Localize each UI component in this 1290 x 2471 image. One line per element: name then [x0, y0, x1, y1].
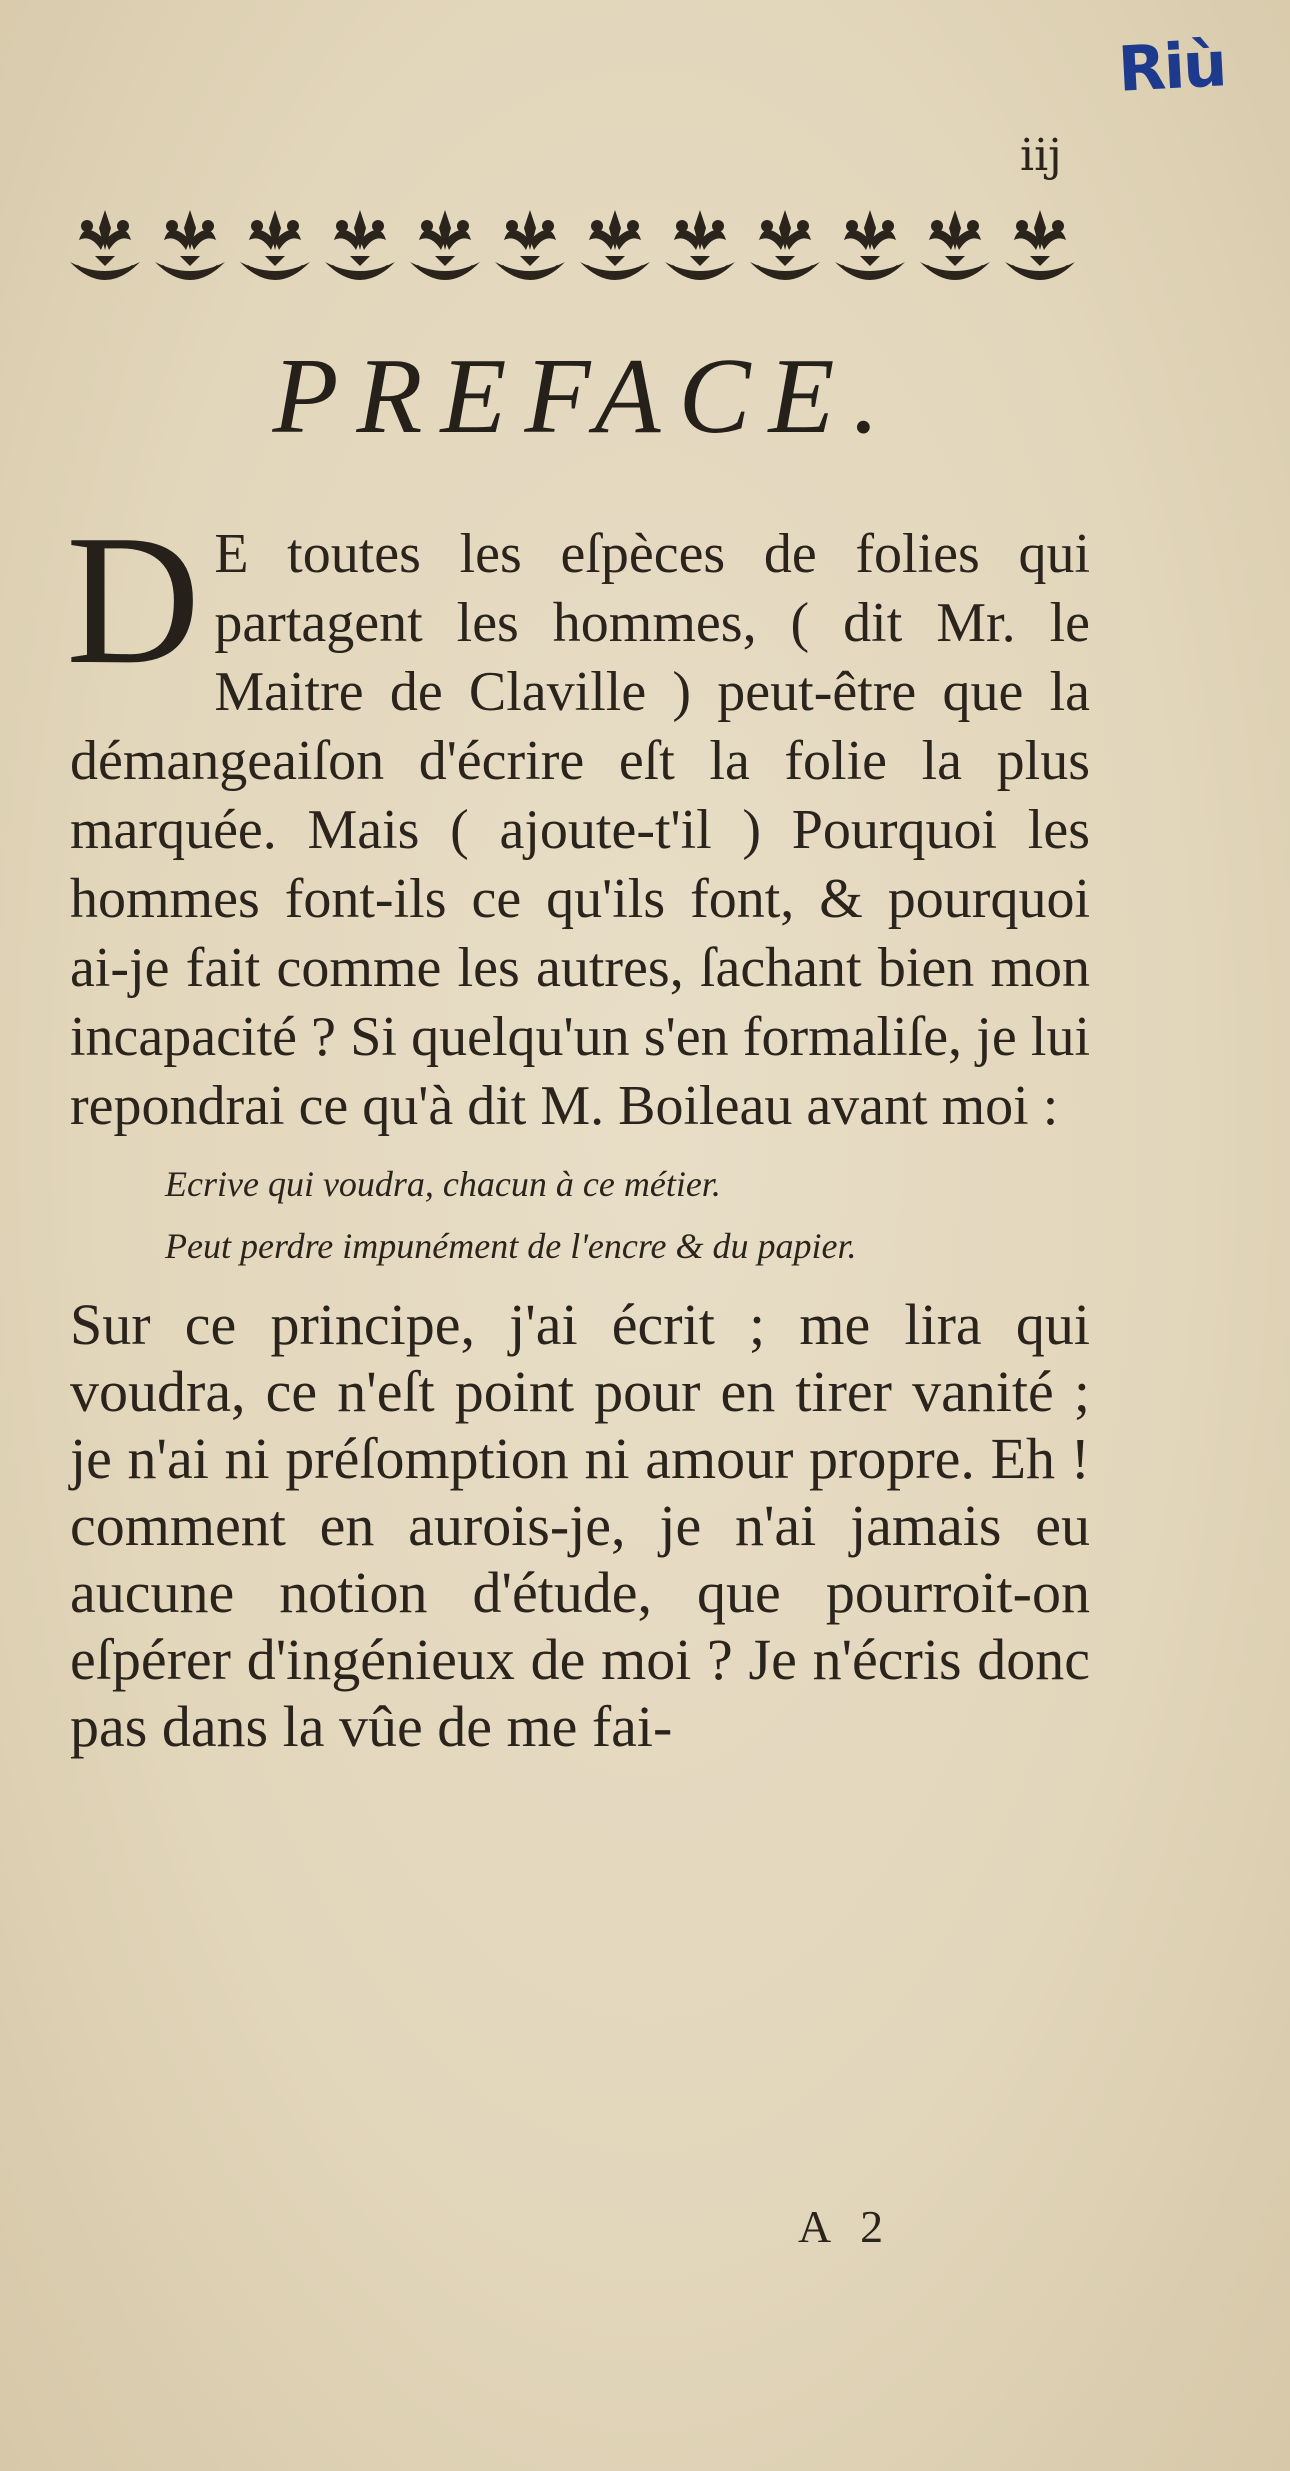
signature-mark: A 2: [798, 2201, 894, 2252]
fleuron-border-icon: [65, 200, 1095, 300]
paragraph-1: [66, 497, 1090, 1141]
verse-quote: [165, 1153, 1090, 1277]
page-number: iij: [1020, 130, 1062, 181]
verse-line-2: Peut perdre impunément de l'encre & du papier.: [165, 1226, 857, 1266]
drop-cap: D: [66, 497, 201, 703]
page-title: PREFACE.: [272, 337, 898, 456]
body-text: [66, 497, 1090, 1760]
library-stamp: Riù: [1116, 27, 1227, 106]
verse-line-1: Ecrive qui voudra, chacun à ce métier.: [165, 1164, 721, 1204]
paragraph-2: Sur ce principe, j'ai écrit ; me lira qui voudra, ce n'eſt point pour en tirer vanité ; je n'ai ni préſomption ni amour propre. Eh ! comment en aurois-je, je n'ai jamais eu aucune notion d'étude, que pourroit-on eſpérer d'ingénieux de moi ? Je n'écris donc pas dans la vûe de me fai-: [70, 1292, 1090, 1759]
paragraph-1-text: E toutes les eſpèces de folies qui partagent les hommes, ( dit Mr. le Maitre de Claville ) peut-être que la démangeaiſon d'écrire eſt la folie la plus marquée. Mais ( ajoute-t'il ) Pourquoi les hommes font-ils ce qu'ils font, & pourquoi ai-je fait comme les autres, ſachant bien mon incapacité ? Si quelqu'un s'en formaliſe, je lui repondrai ce qu'à dit M. Boileau avant moi :: [70, 523, 1090, 1137]
